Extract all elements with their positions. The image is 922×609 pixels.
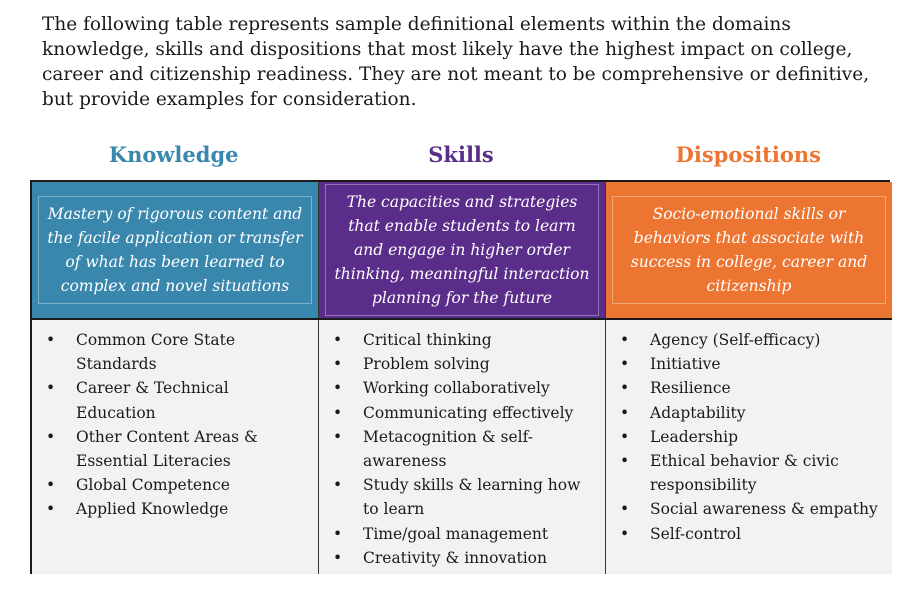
list-item: • Career & Technical Education xyxy=(40,376,310,424)
list-item: • Communicating effectively xyxy=(327,401,597,425)
list-item: • Global Competence xyxy=(40,473,310,497)
list-item: • Resilience xyxy=(614,376,884,400)
list-item: • Leadership xyxy=(614,425,884,449)
list-item: • Time/goal management xyxy=(327,522,597,546)
list-item: • Social awareness & empathy xyxy=(614,497,884,521)
list-item: • Problem solving xyxy=(327,352,597,376)
list-item: • Applied Knowledge xyxy=(40,497,310,521)
definition-skills xyxy=(319,182,606,320)
list-item: • Study skills & learning how to learn xyxy=(327,473,597,521)
list-item: • Self-control xyxy=(614,522,884,546)
list-skills xyxy=(319,320,606,574)
column-headings xyxy=(30,140,892,170)
definition-knowledge-text: Mastery of rigorous content and the facile application or transfer of what has been learned to complex and novel situations xyxy=(42,200,308,300)
definition-knowledge xyxy=(32,182,319,320)
bullet-list-skills xyxy=(327,328,597,570)
list-item: • Working collaboratively xyxy=(327,376,597,400)
definition-skills-text: The capacities and strategies that enable students to learn and engage in higher order thinking, meaningful interaction planning for the future xyxy=(329,188,595,312)
list-item: • Agency (Self-efficacy) xyxy=(614,328,884,352)
definition-dispositions xyxy=(606,182,892,320)
list-item: • Critical thinking xyxy=(327,328,597,352)
bullet-list-dispositions xyxy=(614,328,884,546)
list-item: • Ethical behavior & civic responsibility xyxy=(614,449,884,497)
heading-skills: Skills xyxy=(428,142,494,167)
list-item: • Creativity & innovation xyxy=(327,546,597,570)
list-dispositions xyxy=(606,320,892,574)
list-item: • Metacognition & self-awareness xyxy=(327,425,597,473)
domains-table xyxy=(30,180,890,574)
list-knowledge xyxy=(32,320,319,574)
intro-paragraph: The following table represents sample definitional elements within the domains knowledge, skills and dispositions that most likely have the highest impact on college, career and citizenship readiness. They are not meant to be comprehensive or definitive, but provide examples for consideration. xyxy=(42,14,870,110)
list-item: • Adaptability xyxy=(614,401,884,425)
list-item: • Common Core State Standards xyxy=(40,328,310,376)
list-item: • Other Content Areas & Essential Literacies xyxy=(40,425,310,473)
definition-dispositions-text: Socio-emotional skills or behaviors that associate with success in college, career and citizenship xyxy=(616,200,882,300)
heading-knowledge: Knowledge xyxy=(108,142,239,167)
bullet-list-knowledge xyxy=(40,328,310,522)
heading-dispositions: Dispositions xyxy=(675,142,821,167)
list-item: • Initiative xyxy=(614,352,884,376)
